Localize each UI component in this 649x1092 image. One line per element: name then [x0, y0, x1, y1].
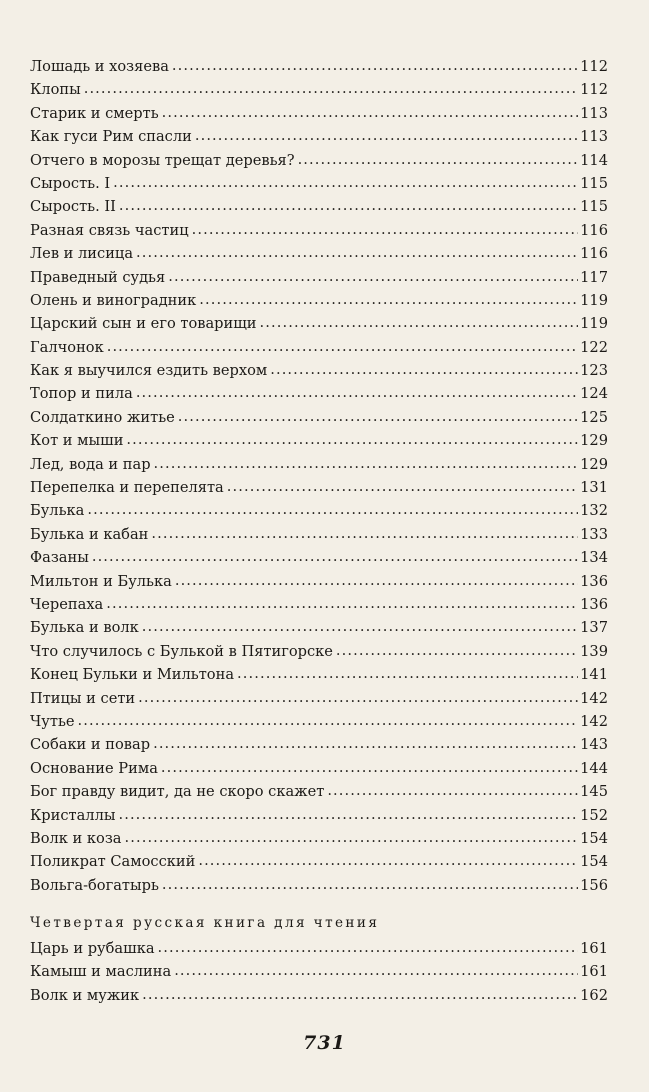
toc-entry-page: 129: [580, 455, 608, 473]
toc-leader-dots: [142, 615, 578, 638]
toc-entry: [30, 55, 608, 78]
toc-entry-page: 145: [580, 783, 608, 801]
page-number: 731: [303, 1032, 346, 1054]
toc-entry-page: 119: [580, 315, 608, 333]
toc-entry-title: Что случилось с Булькой в Пятигорске: [30, 642, 333, 660]
toc-entry: [30, 102, 608, 125]
toc-entry-page: 129: [580, 432, 608, 450]
toc-entry-page: 115: [580, 198, 608, 216]
toc-leader-dots: [119, 194, 578, 217]
toc-entry-page: 144: [580, 759, 608, 777]
toc-entry-page: 116: [580, 245, 608, 263]
toc-leader-dots: [162, 873, 578, 896]
toc-entry-page: 132: [580, 502, 608, 520]
toc-leader-dots: [192, 218, 578, 241]
toc-entry-page: 112: [580, 58, 608, 75]
toc-leader-dots: [84, 77, 578, 100]
toc-entry: [30, 172, 608, 195]
toc-entry: [30, 429, 608, 452]
toc-leader-dots: [107, 335, 578, 358]
toc-entry: [30, 149, 608, 172]
toc-entry-page: 114: [580, 151, 608, 169]
toc-leader-dots: [336, 639, 578, 662]
toc-entry-page: 124: [580, 385, 608, 403]
toc-leader-dots: [162, 101, 578, 124]
toc-entry: [30, 733, 608, 756]
toc-entry: [30, 219, 608, 242]
toc-entry-title: Сырость. II: [30, 198, 116, 216]
toc-leader-dots: [118, 803, 578, 826]
toc-entry-page: 116: [580, 221, 608, 239]
toc-entry: [30, 874, 608, 897]
toc-entry: [30, 499, 608, 522]
toc-entry-page: 113: [580, 104, 608, 122]
toc-entry-title: Чутье: [30, 712, 75, 730]
toc-entry: [30, 984, 608, 1007]
toc-leader-dots: [298, 148, 578, 171]
toc-entry-title: Клопы: [30, 81, 81, 99]
toc-entry: [30, 336, 608, 359]
toc-entry-title: Отчего в морозы трещат деревья?: [30, 151, 295, 169]
toc-entry-page: 137: [580, 619, 608, 637]
toc-entry: [30, 406, 608, 429]
toc-leader-dots: [136, 241, 578, 264]
toc-entry-title: Сырость. I: [30, 174, 111, 192]
toc-entry: [30, 242, 608, 265]
toc-entry-title: Вольга-богатырь: [30, 876, 159, 894]
toc-entry-title: Основание Рима: [30, 759, 158, 777]
toc-entry-page: 162: [580, 986, 608, 1004]
toc-leader-dots: [153, 732, 578, 755]
toc-entry-title: Кот и мыши: [30, 432, 124, 450]
toc-entry-page: 115: [580, 174, 608, 192]
toc-leader-dots: [151, 522, 578, 545]
toc-entry-page: 152: [580, 806, 608, 824]
toc-entry-page: 154: [580, 829, 608, 847]
toc-leader-dots: [327, 779, 578, 802]
toc-entry: [30, 593, 608, 616]
toc-leader-dots: [199, 288, 578, 311]
toc-entry-title: Топор и пила: [30, 385, 133, 403]
toc-entry: [30, 757, 608, 780]
toc-entry: [30, 523, 608, 546]
toc-entry-page: 161: [580, 940, 608, 958]
toc-entry-title: Перепелка и перепелята: [30, 479, 224, 497]
toc-leader-dots: [136, 381, 578, 404]
toc-entry: [30, 827, 608, 850]
toc-leader-dots: [260, 311, 578, 334]
toc-entry-page: 136: [580, 595, 608, 613]
toc-entry: [30, 663, 608, 686]
toc-leader-dots: [195, 124, 578, 147]
toc-entry-page: 119: [580, 291, 608, 309]
toc-leader-dots: [158, 936, 578, 959]
toc-leader-dots: [126, 428, 578, 451]
toc-entry-page: 131: [580, 479, 608, 497]
toc-entry-title: Булька и волк: [30, 619, 139, 637]
toc-entry: [30, 570, 608, 593]
toc-entry-title: Как гуси Рим спасли: [30, 128, 192, 146]
toc-entry: [30, 804, 608, 827]
toc-leader-dots: [237, 662, 578, 685]
toc-entry-page: 122: [580, 338, 608, 356]
toc-entry-page: 161: [580, 963, 608, 981]
toc-entry-title: Царский сын и его товарищи: [30, 315, 257, 333]
toc-entry: [30, 710, 608, 733]
toc-entry: [30, 476, 608, 499]
toc-entry-page: 139: [580, 642, 608, 660]
toc-leader-dots: [227, 475, 578, 498]
toc-leader-dots: [78, 709, 578, 732]
toc-entry-title: Царь и рубашка: [30, 940, 155, 958]
toc-entry-title: Старик и смерть: [30, 104, 159, 122]
toc-entry-page: 125: [580, 408, 608, 426]
toc-entry-page: 112: [580, 81, 608, 99]
toc-leader-dots: [178, 405, 578, 428]
toc-entry: [30, 359, 608, 382]
toc-entry-title: Олень и виноградник: [30, 291, 197, 309]
toc-entry-page: 134: [580, 549, 608, 567]
toc-entry-title: Булька: [30, 502, 85, 520]
toc-entry-title: Булька и кабан: [30, 525, 149, 543]
toc-entry-title: Как я выучился ездить верхом: [30, 362, 268, 380]
toc-leader-dots: [168, 265, 578, 288]
toc-entry-title: Волк и мужик: [30, 986, 140, 1004]
toc-entry: [30, 640, 608, 663]
toc-entry-title: Черепаха: [30, 595, 104, 613]
toc-leader-dots: [172, 54, 578, 77]
toc-entry-page: 123: [580, 362, 608, 380]
toc-entry: [30, 546, 608, 569]
toc-entry-title: Лед, вода и пар: [30, 455, 151, 473]
toc-entry: [30, 937, 608, 960]
toc-entry-title: Бог правду видит, да не скоро скажет: [30, 783, 325, 801]
toc-entry-page: 154: [580, 853, 608, 871]
toc-section-2: [30, 937, 608, 1007]
toc-entry: [30, 289, 608, 312]
toc-leader-dots: [175, 569, 578, 592]
toc-entry-title: Волк и коза: [30, 829, 122, 847]
toc-leader-dots: [113, 171, 578, 194]
toc-entry-title: Конец Бульки и Мильтона: [30, 666, 235, 684]
toc-entry-title: Лошадь и хозяева: [30, 58, 169, 75]
toc-leader-dots: [161, 756, 578, 779]
toc-entry-page: 141: [580, 666, 608, 684]
toc-entry: [30, 687, 608, 710]
toc-entry-title: Птицы и сети: [30, 689, 136, 707]
toc-entry: [30, 616, 608, 639]
toc-leader-dots: [198, 849, 578, 872]
toc-entry: [30, 312, 608, 335]
toc-entry-page: 142: [580, 712, 608, 730]
toc-entry-title: Собаки и повар: [30, 736, 151, 754]
toc-entry-title: Праведный судья: [30, 268, 166, 286]
toc-entry: [30, 266, 608, 289]
toc-entry-title: Камыш и маслина: [30, 963, 172, 981]
toc-entry-page: 142: [580, 689, 608, 707]
toc-entry: [30, 960, 608, 983]
toc-entry: [30, 453, 608, 476]
toc-leader-dots: [92, 545, 578, 568]
toc-leader-dots: [154, 452, 578, 475]
toc-leader-dots: [142, 983, 578, 1006]
section-heading: Четвертая русская книга для чтения: [30, 915, 380, 932]
toc-entry-page: 136: [580, 572, 608, 590]
toc-entry-title: Разная связь частиц: [30, 221, 189, 239]
toc-entry-page: 133: [580, 525, 608, 543]
toc-entry: [30, 382, 608, 405]
toc-leader-dots: [124, 826, 578, 849]
toc-entry: [30, 78, 608, 101]
toc-entry-title: Мильтон и Булька: [30, 572, 172, 590]
toc-entry: [30, 125, 608, 148]
toc-leader-dots: [138, 686, 578, 709]
toc-leader-dots: [270, 358, 578, 381]
toc-leader-dots: [106, 592, 578, 615]
toc-entry-page: 156: [580, 876, 608, 894]
toc-entry-page: 143: [580, 736, 608, 754]
toc-entry-title: Галчонок: [30, 338, 104, 356]
toc-entry: [30, 850, 608, 873]
table-of-contents: [30, 55, 608, 1007]
toc-entry-title: Солдаткино житье: [30, 408, 175, 426]
toc-leader-dots: [87, 498, 578, 521]
toc-section-1: [30, 55, 608, 897]
toc-entry-page: 113: [580, 128, 608, 146]
toc-entry-page: 117: [580, 268, 608, 286]
toc-entry-title: Кристаллы: [30, 806, 116, 824]
toc-entry-title: Фазаны: [30, 549, 89, 567]
toc-entry-title: Лев и лисица: [30, 245, 134, 263]
toc-entry: [30, 195, 608, 218]
toc-entry-title: Поликрат Самосский: [30, 853, 196, 871]
toc-leader-dots: [174, 959, 578, 982]
toc-entry: [30, 780, 608, 803]
